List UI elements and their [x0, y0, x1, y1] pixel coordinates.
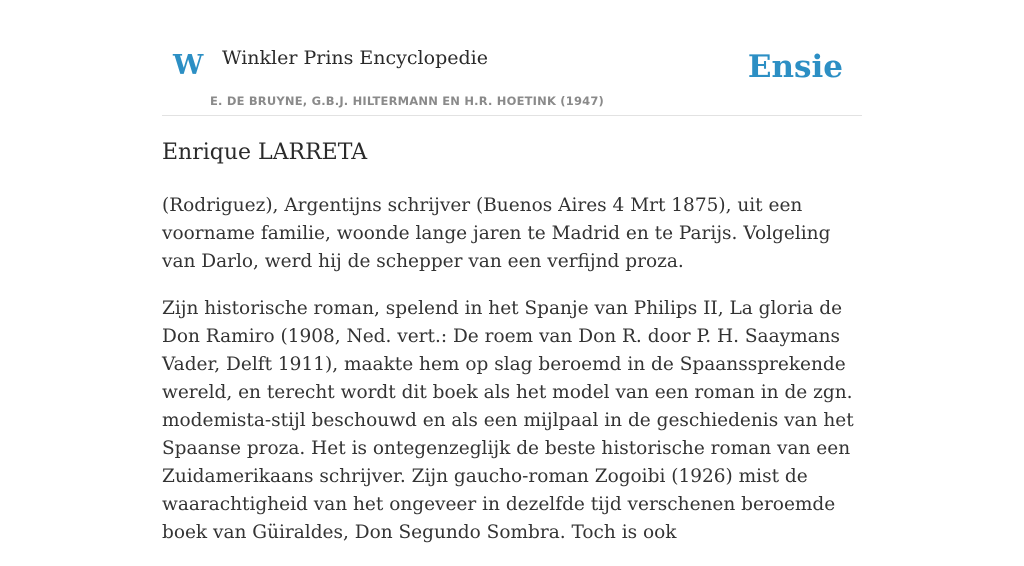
entry-paragraph: Zijn historische roman, spelend in het Spanje van Philips II, La gloria de Don Ramiro (1908, Ned. vert.: De roem van Don R. door P. H. Saaymans Vader, Delft 1911), maakte hem op slag beroemd in de Spaanssprekende wereld, en terecht wordt dit boek als het model van een roman in de zgn. modemista-stijl beschouwd en als een mijlpaal in de geschiedenis van het Spaanse proza. Het is ontegenzeglijk de beste historische roman van een Zuidamerikaans schrijver. Zijn gaucho-roman Zogoibi (1926) mist de waarachtigheid van het ongeveer in dezelfde tijd verschenen beroemde boek van Güiraldes, Don Segundo Sombra. Toch is ook [162, 298, 854, 543]
ensie-logo[interactable]: Ensie [747, 49, 843, 85]
page [162, 0, 862, 543]
source-title[interactable]: Winkler Prins Encyclopedie [222, 47, 488, 69]
source-authors: E. DE BRUYNE, G.B.J. HILTERMANN EN H.R. HOETINK (1947) [210, 94, 605, 108]
entry-paragraph: (Rodriguez), Argentijns schrijver (Buenos Aires 4 Mrt 1875), uit een voorname familie, woonde lange jaren te Madrid en te Parijs. Volgeling van Darlo, werd hij de schepper van een verfijnd proza. [162, 195, 831, 272]
winkler-prins-logo[interactable]: W [173, 50, 204, 81]
entry-body [162, 192, 864, 566]
entry-title: Enrique LARRETA [162, 140, 368, 165]
site-header [162, 0, 862, 116]
